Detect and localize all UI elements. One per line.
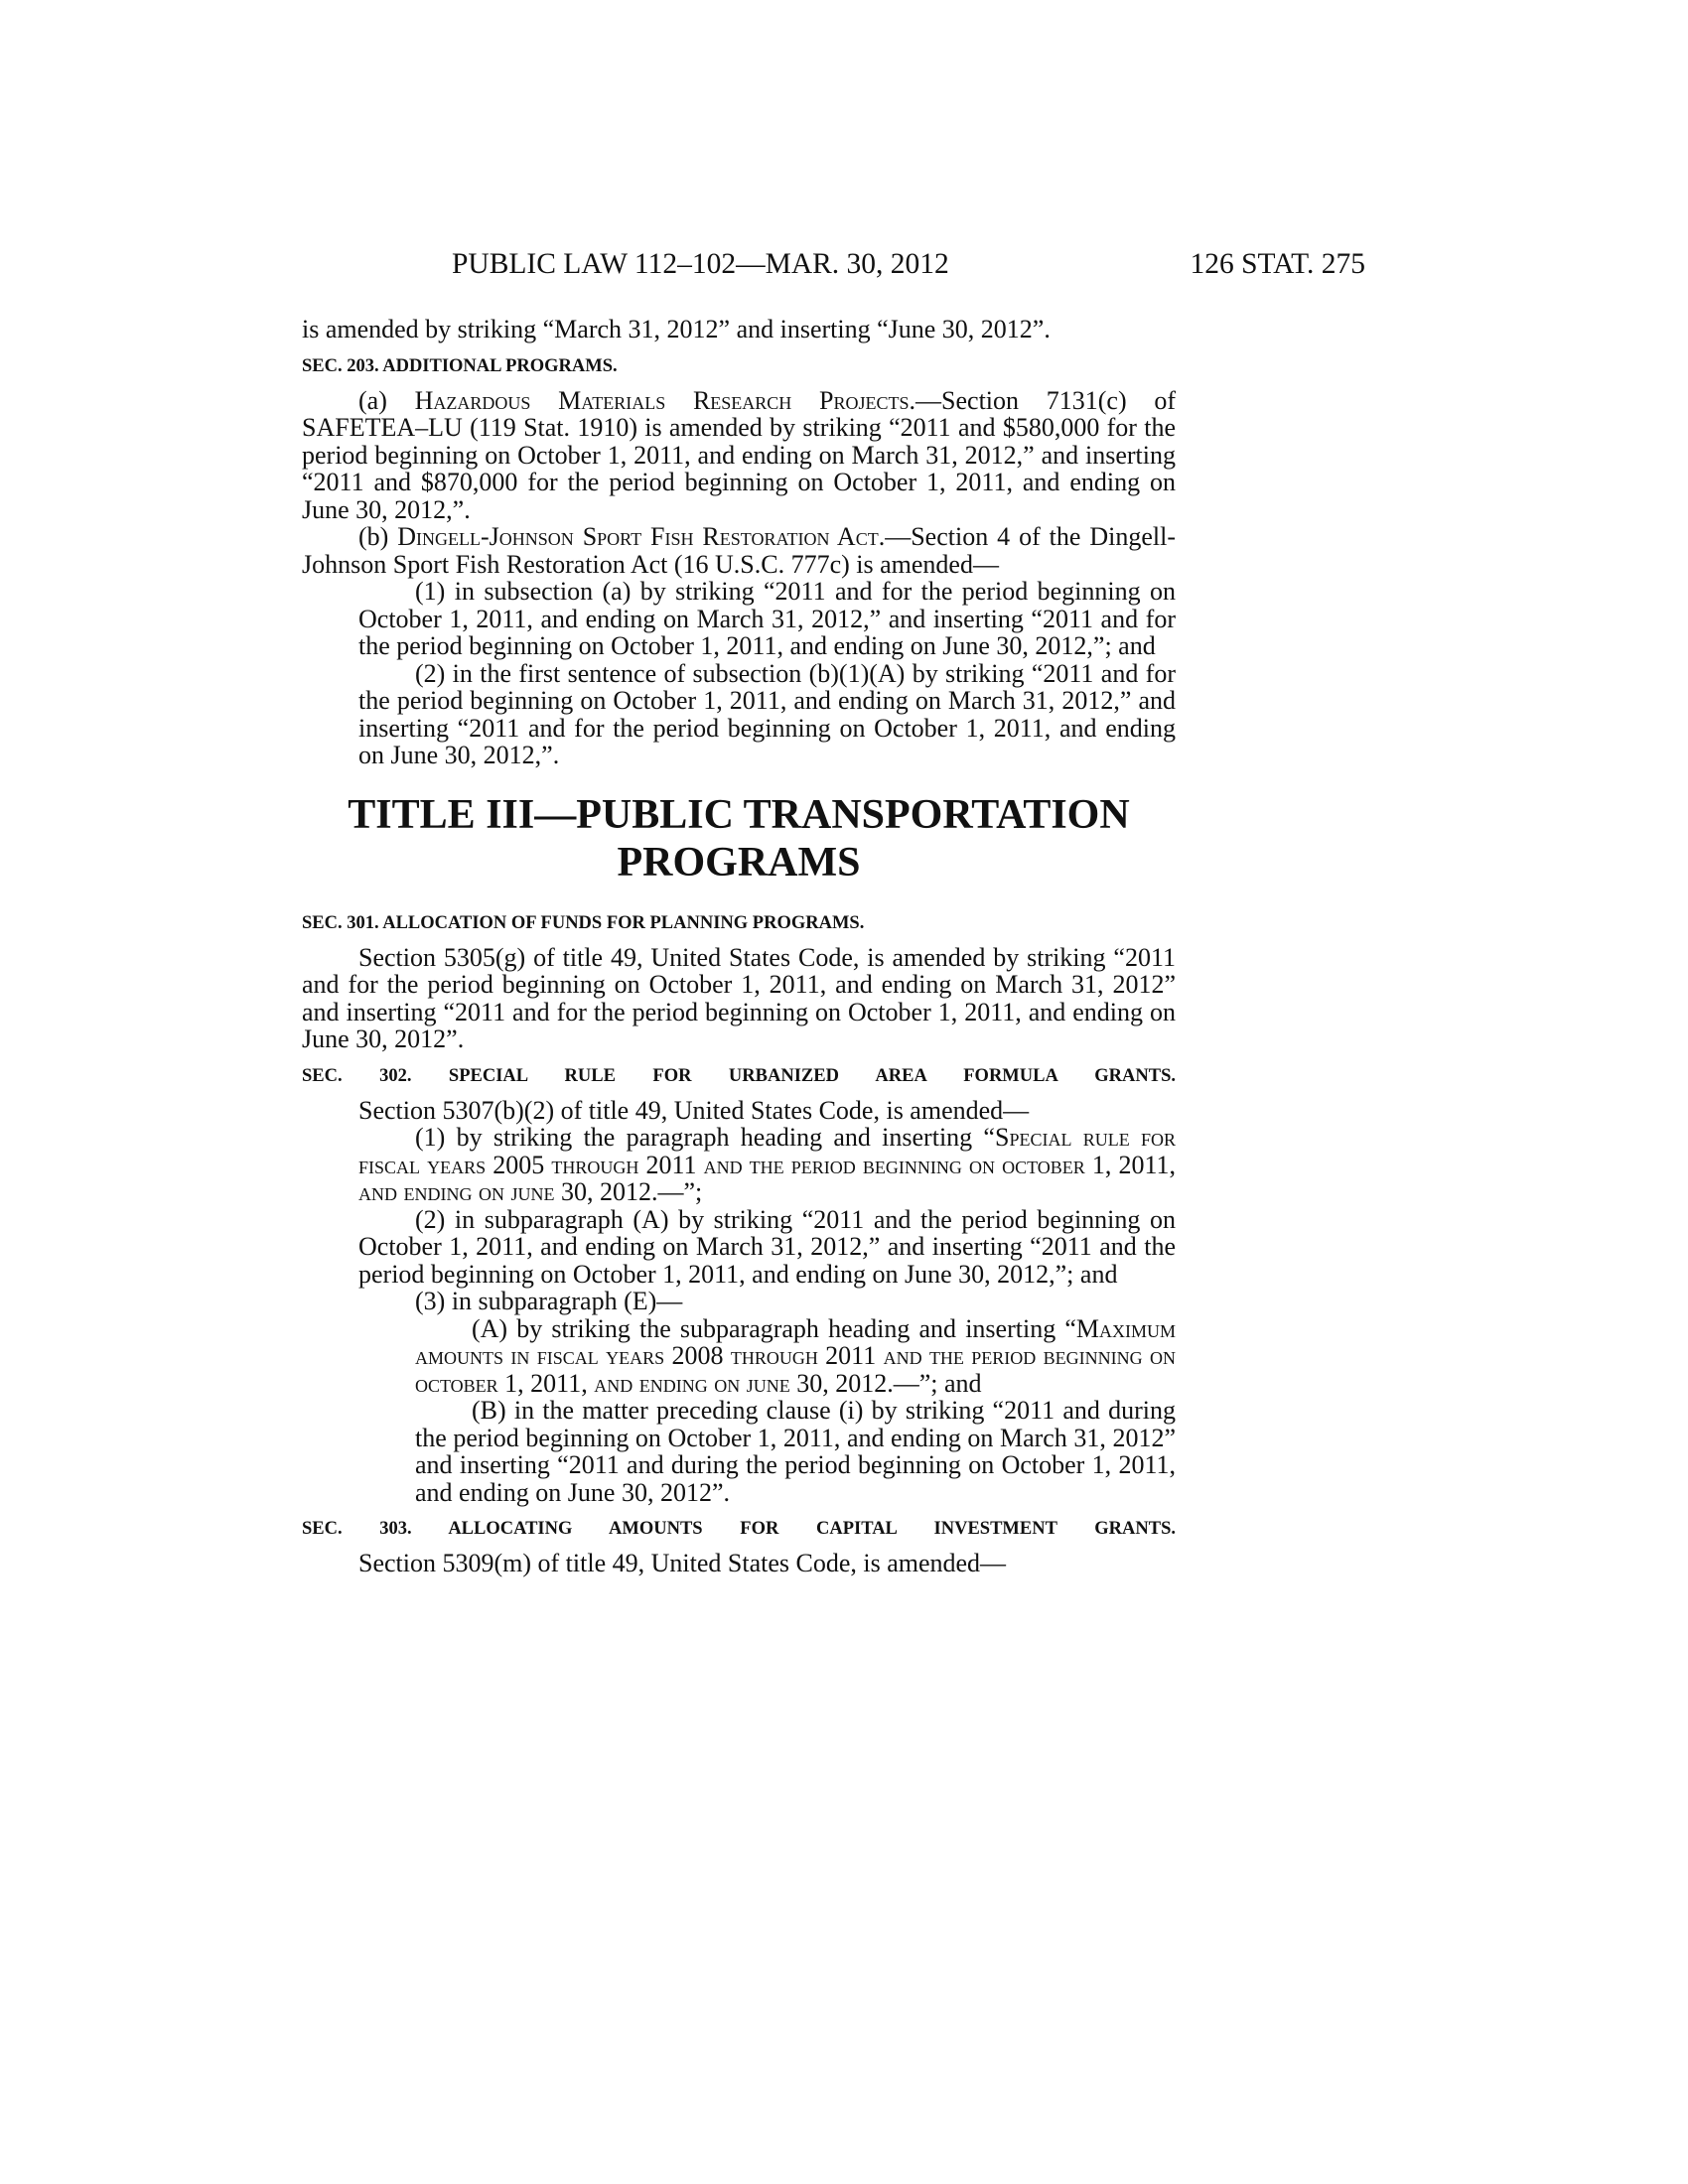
section-302-3-A bbox=[302, 1315, 1176, 1398]
section-301-heading: SEC. 301. ALLOCATION OF FUNDS FOR PLANNING PROGRAMS. bbox=[302, 912, 865, 933]
page-header bbox=[298, 248, 1365, 288]
section-302-3A-pre: (A) by striking the subparagraph heading and inserting “ bbox=[472, 1313, 1076, 1343]
title-line-2: PROGRAMS bbox=[617, 839, 861, 886]
section-203-b bbox=[302, 523, 1176, 578]
section-302-3-B: (B) in the matter preceding clause (i) by striking “2011 and during the period beginning on October 1, 2011, and ending on March 31, 2012” and inserting “2011 and during the period beginning on October 1, 2011, and ending on June 30, 2012”. bbox=[415, 1396, 1176, 1507]
section-203-b-caption: Dingell-Johnson Sport Fish Restoration Act bbox=[397, 522, 879, 551]
section-302-intro: Section 5307(b)(2) of title 49, United States Code, is amended— bbox=[358, 1095, 1030, 1125]
title-iii-heading bbox=[302, 791, 1176, 887]
title-line-1: TITLE III—PUBLIC TRANSPORTATION bbox=[348, 791, 1130, 838]
document-body bbox=[302, 316, 1176, 1577]
section-302-paragraph-1 bbox=[302, 1124, 1176, 1206]
section-302-paragraph-3: (3) in subparagraph (E)— bbox=[415, 1287, 683, 1315]
section-203-b-label: (b) bbox=[358, 522, 398, 551]
section-302-paragraph-2: (2) in subparagraph (A) by striking “2011 and the period beginning on October 1, 2011, and ending on March 31, 2012,” and inserting “2011 and the period beginning on October 1, 2011, and ending on June 30, 2012,”; and bbox=[358, 1204, 1176, 1289]
section-303-text: Section 5309(m) of title 49, United States Code, is amended— bbox=[358, 1549, 1007, 1577]
section-301-text: Section 5305(g) of title 49, United States Code, is amended by striking “2011 and for the period beginning on October 1, 2011, and ending on March 31, 2012” and inserting “2011 and for the period beginning on October 1, 2011, and ending on June 30, 2012”. bbox=[302, 942, 1176, 1053]
section-302-3A-post: .—”; and bbox=[887, 1368, 982, 1398]
section-302-1-caption: Special rule for fiscal years 2005 through 2011 and the period beginning on october 1, 2011, and ending on june 30, 2012 bbox=[358, 1123, 1176, 1206]
section-203-b-paragraph-2: (2) in the first sentence of subsection (b)(1)(A) by striking “2011 and for the period beginning on October 1, 2011, and ending on March 31, 2012,” and inserting “2011 and for the period beginning on October 1, 2011, and ending on June 30, 2012,”. bbox=[358, 658, 1176, 769]
section-203-heading: SEC. 203. ADDITIONAL PROGRAMS. bbox=[302, 355, 618, 376]
section-302-heading: SEC. 302. SPECIAL RULE FOR URBANIZED AREA FORMULA GRANTS. bbox=[302, 1065, 1176, 1086]
running-head: PUBLIC LAW 112–102—MAR. 30, 2012 bbox=[452, 248, 949, 280]
statute-citation: 126 STAT. 275 bbox=[1190, 248, 1365, 280]
section-203-a-label: (a) bbox=[358, 385, 415, 415]
section-203-b-paragraph-1: (1) in subsection (a) by striking “2011 and for the period beginning on October 1, 2011, and ending on March 31, 2012,” and inserting “2011 and for the period beginning on October 1, 2011, and ending on June 30, 2012,”; and bbox=[358, 577, 1176, 660]
section-203-a bbox=[302, 387, 1176, 524]
continuation-paragraph: is amended by striking “March 31, 2012” and inserting “June 30, 2012”. bbox=[302, 315, 1051, 343]
section-302-1-post: .—”; bbox=[650, 1177, 703, 1206]
section-302-3A-caption: Maximum amounts in fiscal years 2008 through 2011 and the period beginning on october 1, 2011, and ending on june 30, 2012 bbox=[415, 1313, 1176, 1398]
section-203-a-text: .—Section 7131(c) of SAFETEA–LU (119 Stat. 1910) is amended by striking “2011 and $580,000 for the period beginning on October 1, 2011, and ending on March 31, 2012,” and inserting “2011 and $870,000 for the period beginning on October 1, 2011, and ending on June 30, 2012,”. bbox=[302, 385, 1176, 524]
section-303-heading: SEC. 303. ALLOCATING AMOUNTS FOR CAPITAL INVESTMENT GRANTS. bbox=[302, 1519, 1176, 1539]
section-203-a-caption: Hazardous Materials Research Projects bbox=[414, 385, 910, 415]
section-302-1-pre: (1) by striking the paragraph heading and inserting “ bbox=[415, 1123, 995, 1152]
section-203-b-text: .—Section 4 of the Dingell-Johnson Sport Fish Restoration Act (16 U.S.C. 777c) is amended— bbox=[302, 522, 1176, 579]
